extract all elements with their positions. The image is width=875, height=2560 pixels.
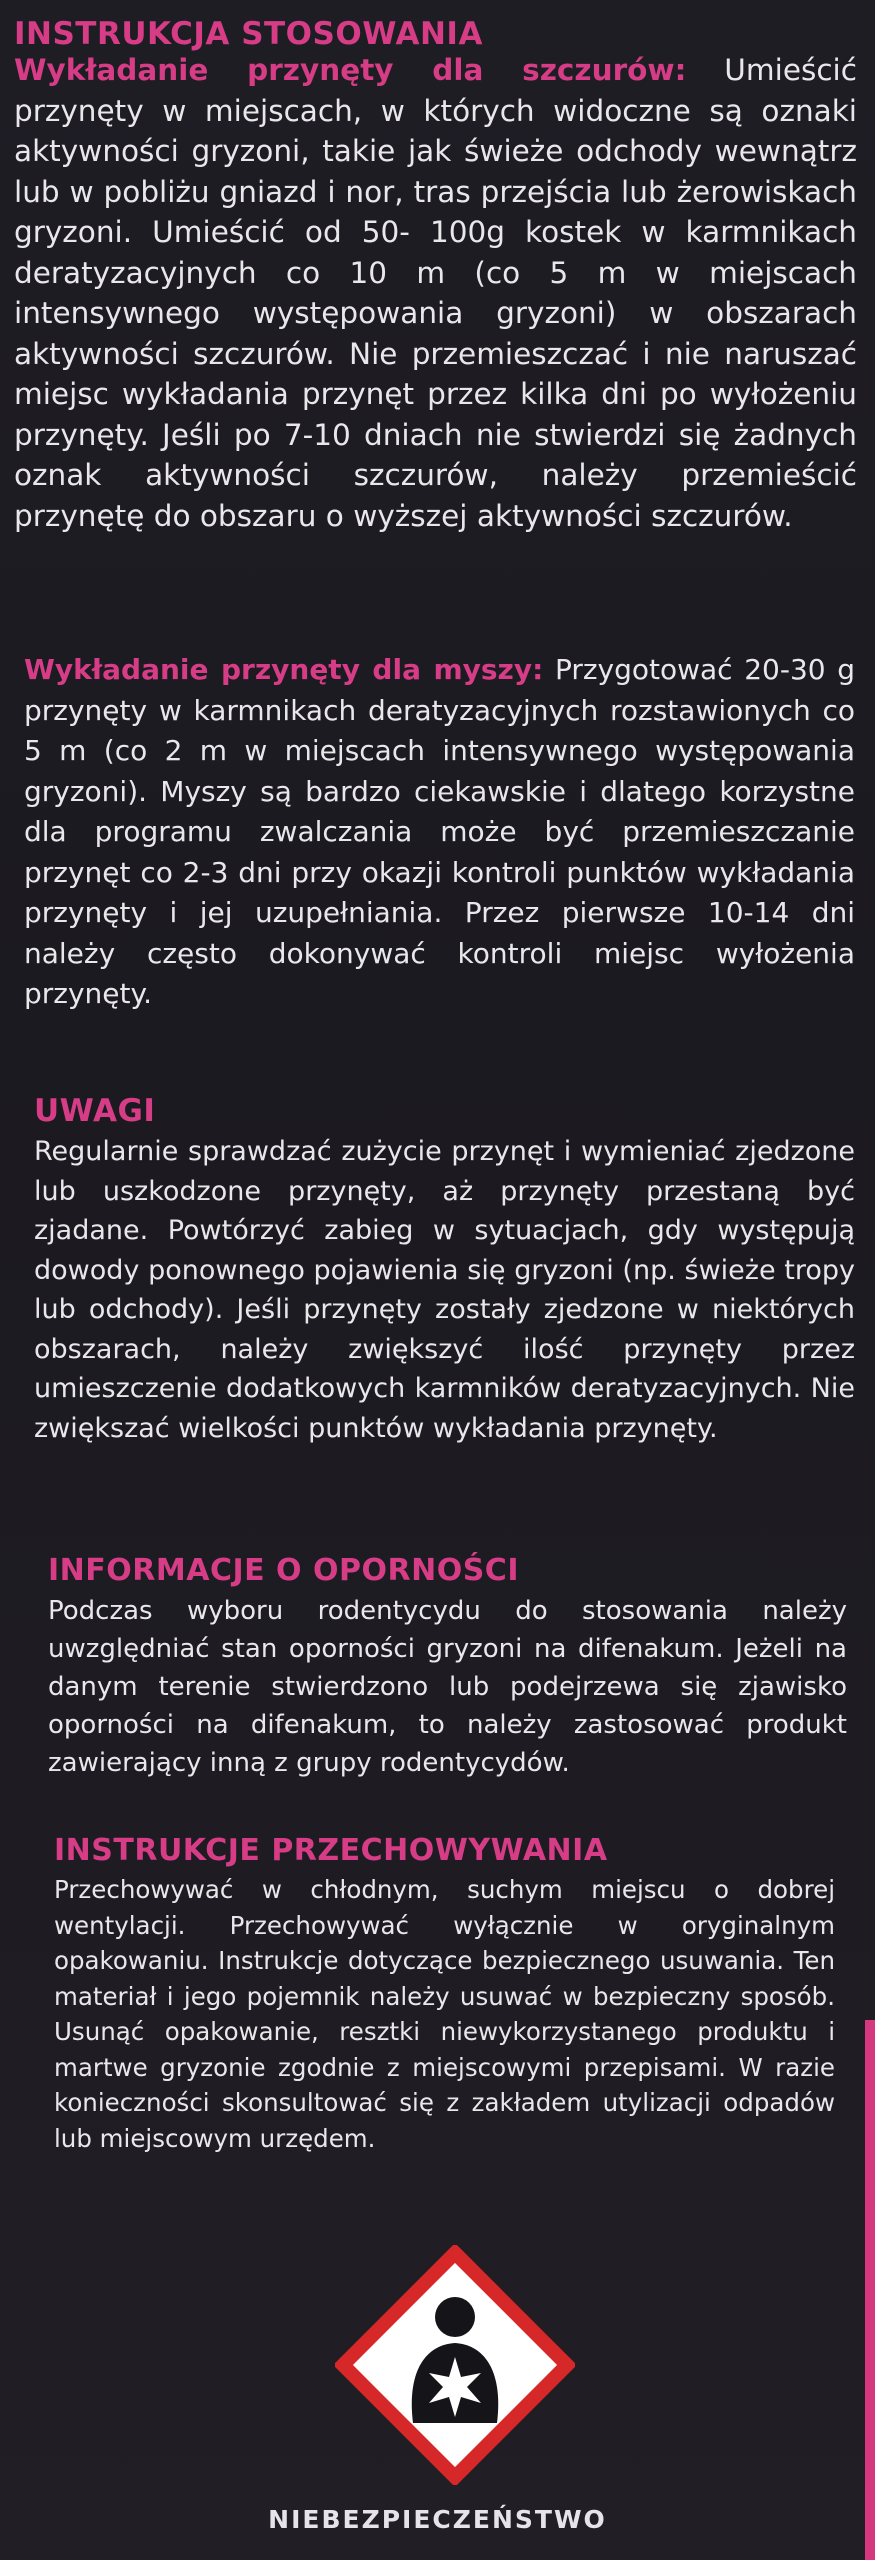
notes-section [0,1090,875,1448]
storage-text: Przechowywać w chłodnym, suchym miejscu o dobrej wentylacji. Przechowywać wyłącznie w oryginalnym opakowaniu. Instrukcje dotyczące bezpiecznego usuwania. Ten materiał i jego pojemnik należy usuwać w bezpieczny sposób. Usunąć opakowanie, resztki niewykorzystanego produktu i martwe gryzonie zgodnie z miejscowymi przepisami. W razie konieczności skonsultować się z zakładem utylizacji odpadów lub miejscowym urzędem. [54,1875,835,2153]
mice-lead: Wykładanie przynęty dla myszy: [24,653,544,686]
mice-text: Przygotować 20-30 g przynęty w karmnikach deratyzacyjnych rozstawionych co 5 m (co 2 m w miejscach intensywnego występowania gryzoni). Myszy są bardzo ciekawskie i dlatego korzystne dla programu zwalczania może być przemieszczanie przynęt co 2-3 dni przy okazji kontroli punktów wykładania przynęty i jej uzupełniania. Przez pierwsze 10-14 dni należy często dokonywać kontroli miejsc wyłożenia przynęty. [24,653,855,1010]
notes-text: Regularnie sprawdzać zużycie przynęt i wymieniać zjedzone lub uszkodzone przynęty, aż przynęty przestaną być zjadane. Powtórzyć zabieg w sytuacjach, gdy występują dowody ponownego pojawienia się gryzoni (np. świeże tropy lub odchody). Jeśli przynęty zostały zjedzone w niektórych obszarach, należy zwiększyć ilość przynęty przez umieszczenie dodatkowych karmników deratyzacyjnych. Nie zwiększać wielkości punktów wykładania przynęty. [34,1136,855,1444]
storage-title: INSTRUKCJE PRZECHOWYWANIA [54,1833,608,1868]
resistance-section [0,1550,875,1782]
resistance-title: INFORMACJE O OPORNOŚCI [48,1553,519,1588]
usage-title: INSTRUKCJA STOSOWANIA [14,16,483,52]
mice-section [0,650,875,1015]
storage-section [0,1830,875,2156]
resistance-text: Podczas wyboru rodentycydu do stosowania należy uwzględniać stan oporności gryzoni na difenakum. Jeżeli na danym terenie stwierdzono lub podejrzewa się zjawisko oporności na difenakum, to należy zastosować produkt zawierający inną z grupy rodentycydów. [48,1596,847,1778]
health-hazard-icon [335,2245,575,2485]
rats-lead: Wykładanie przynęty dla szczurów: [14,53,687,87]
signal-word: NIEBEZPIECZEŃSTWO [268,2505,607,2534]
usage-section [0,14,875,536]
notes-title: UWAGI [34,1093,156,1129]
mice-paragraph [24,650,855,1015]
rats-text: Umieścić przynęty w miejscach, w których widoczne są oznaki aktywności gryzoni, takie jak świeże odchody wewnątrz lub w pobliżu gniazd i nor, tras przejścia lub żerowiskach gryzoni. Umieścić od 50- 100g kostek w karmnikach deratyzacyjnych co 10 m (co 5 m w miejscach intensywnego występowania gryzoni) w obszarach aktywności szczurów. Nie przemieszczać i nie naruszać miejsc wykładania przynęt przez kilka dni po wyłożeniu przynęty. Jeśli po 7-10 dniach nie stwierdzi się żadnych oznak aktywności szczurów, należy przemieścić przynętę do obszaru o wyższej aktywności szczurów. [14,53,857,533]
rats-paragraph [14,50,857,536]
